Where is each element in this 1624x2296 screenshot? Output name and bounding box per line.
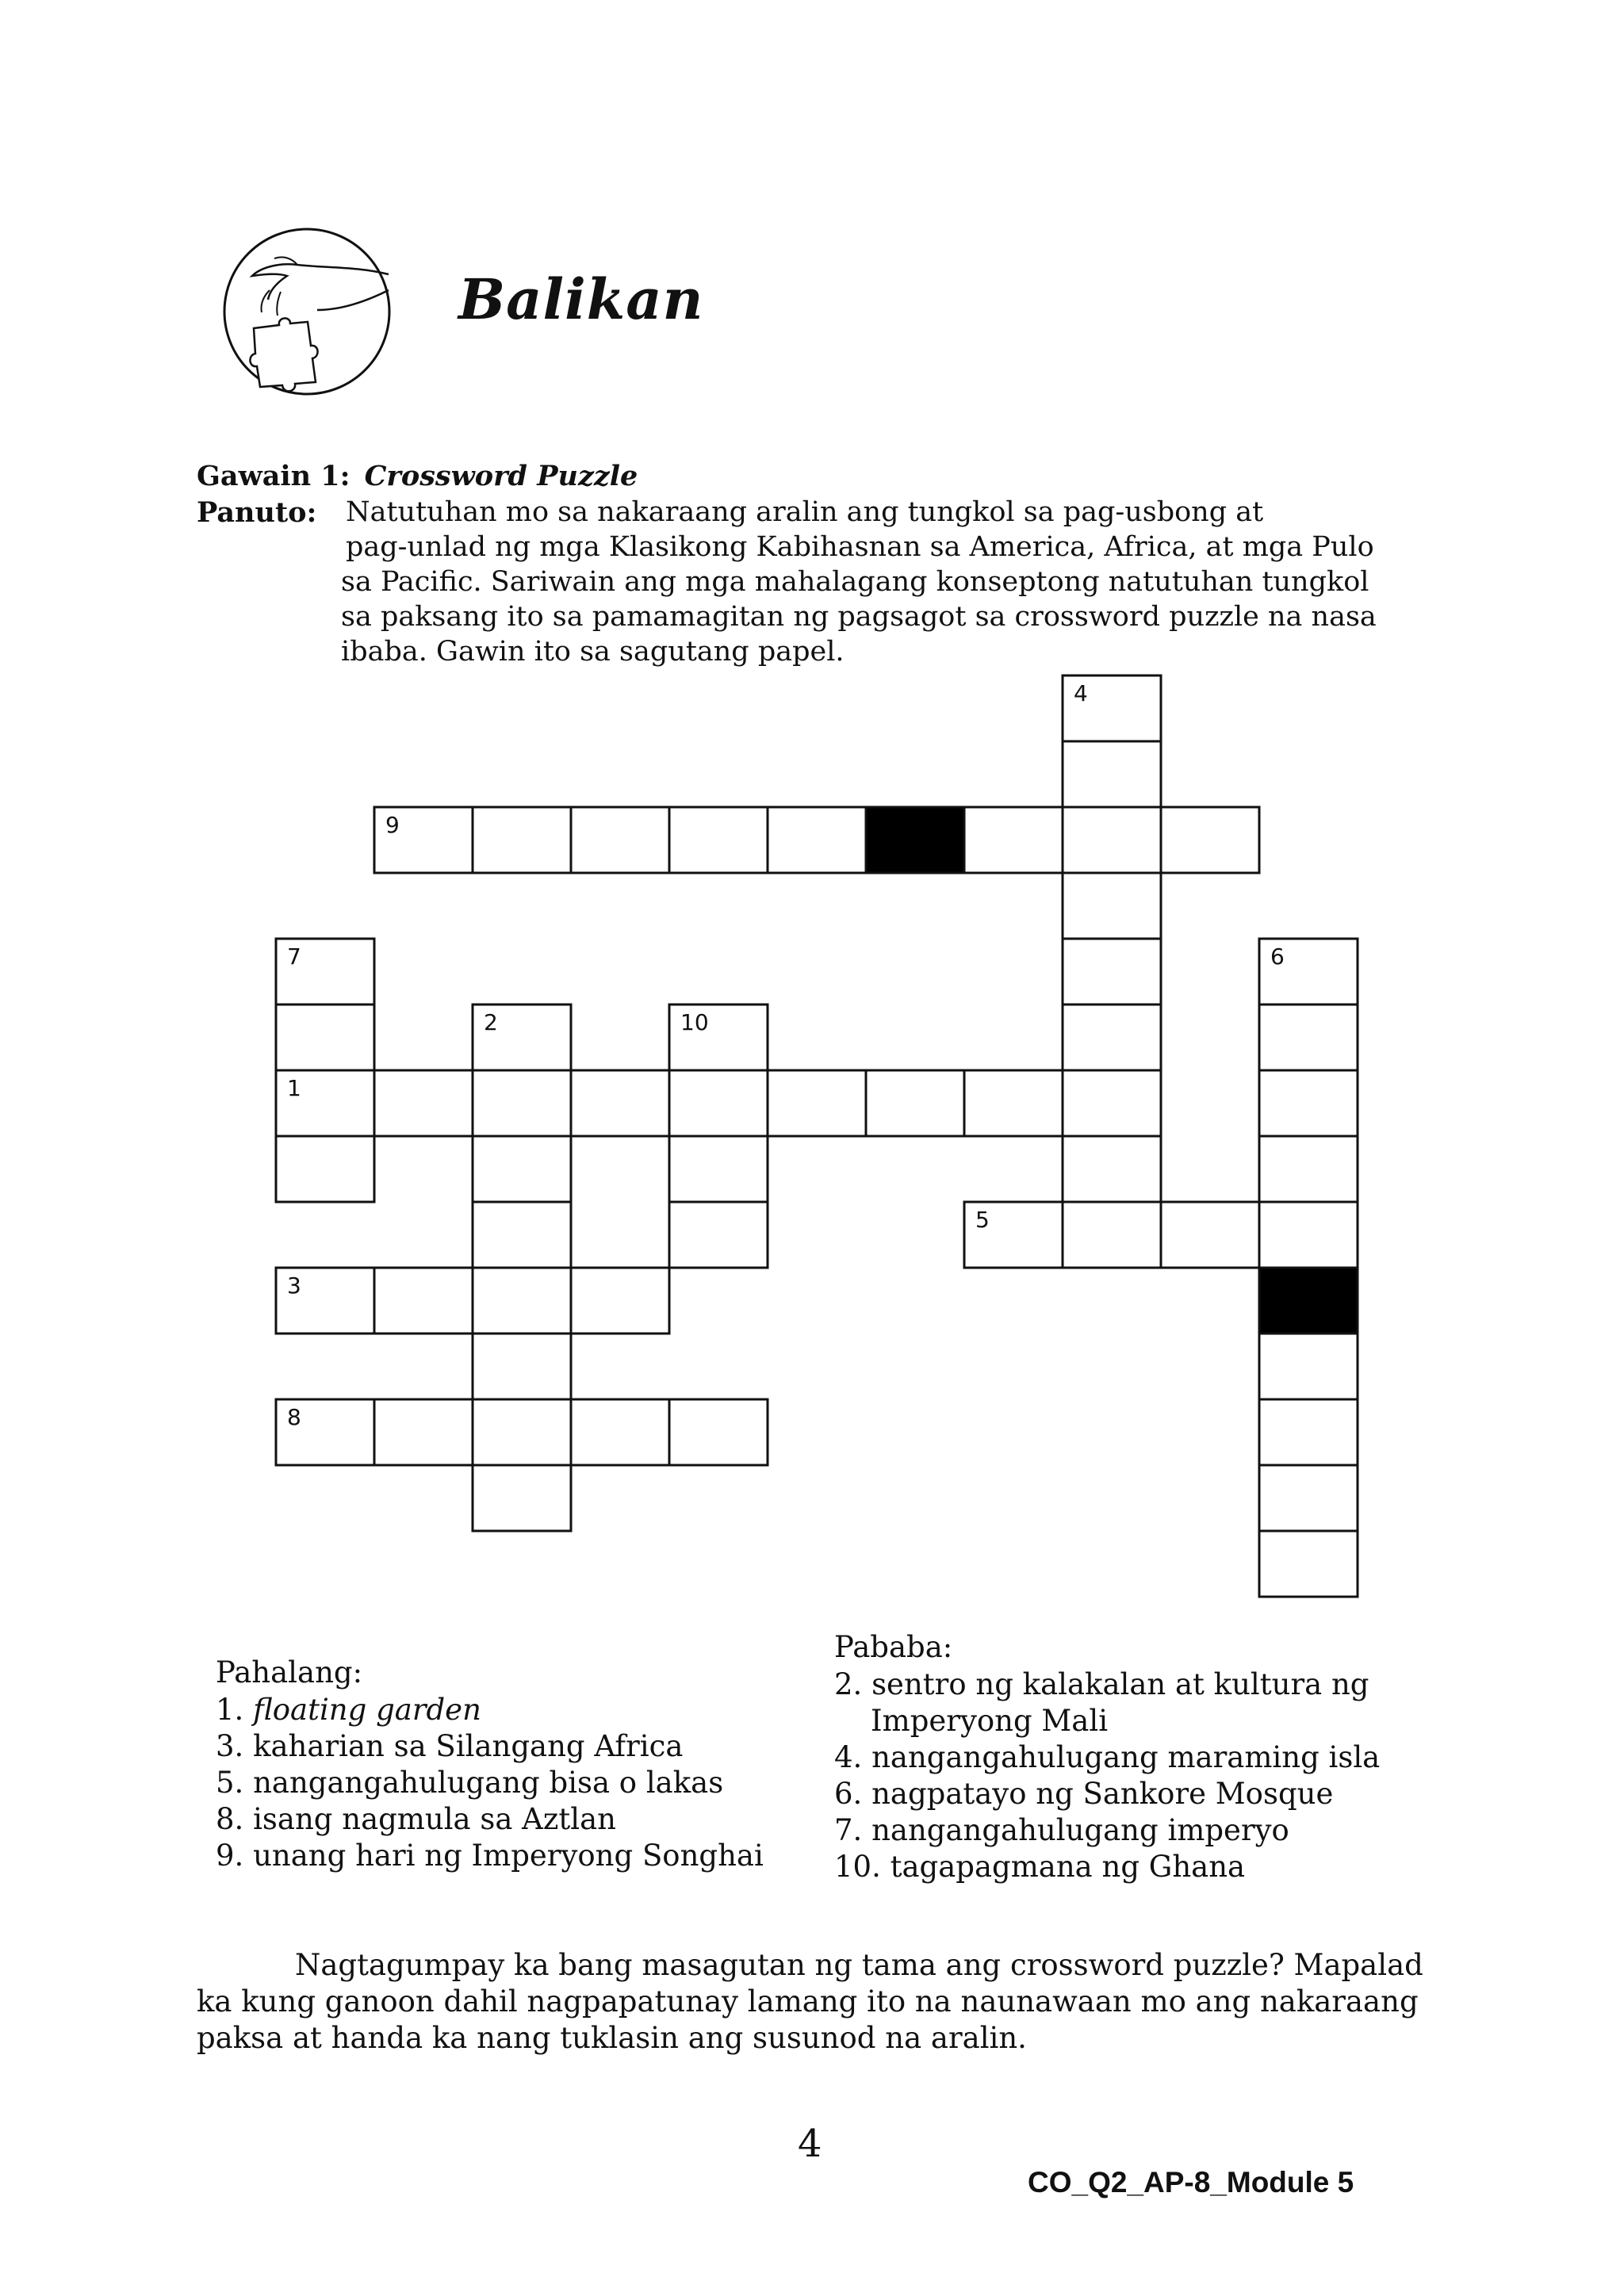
crossword-cell[interactable]	[374, 1399, 473, 1465]
crossword-cell[interactable]	[768, 807, 866, 873]
crossword-clue-number: 8	[287, 1404, 301, 1430]
crossword-block-cell	[866, 807, 964, 873]
crossword-cell[interactable]	[1063, 807, 1161, 873]
crossword-cell[interactable]	[964, 807, 1063, 873]
instructions-label: Panuto:	[197, 496, 317, 529]
clue-number: 3.	[216, 1729, 244, 1763]
crossword-cell[interactable]	[374, 1070, 473, 1136]
crossword-clue-number: 3	[287, 1272, 301, 1299]
instructions-line: Natutuhan mo sa nakaraang aralin ang tungkol sa pag-usbong at	[346, 496, 1264, 528]
crossword-clue-number: 5	[975, 1207, 990, 1233]
crossword-cell[interactable]	[1259, 1531, 1358, 1597]
crossword-cell[interactable]	[1259, 1136, 1358, 1202]
crossword-cell[interactable]	[276, 1268, 374, 1334]
module-code: CO_Q2_AP-8_Module 5	[1028, 2166, 1354, 2198]
across-clue	[216, 1801, 616, 1838]
instructions-line: ibaba. Gawin ito sa sagutang papel.	[341, 636, 845, 668]
crossword-cell[interactable]	[1063, 1070, 1161, 1136]
crossword-clue-number: 1	[287, 1075, 301, 1101]
clue-number: 9.	[216, 1839, 244, 1873]
closing-paragraph-line: paksa at handa ka nang tuklasin ang susunod na aralin.	[197, 2021, 1027, 2055]
crossword-cell[interactable]	[1259, 1334, 1358, 1399]
crossword-cell[interactable]	[1063, 1202, 1161, 1268]
section-title: Balikan	[458, 266, 704, 332]
crossword-cell[interactable]	[276, 1136, 374, 1202]
across-clue	[216, 1692, 481, 1728]
crossword-cell[interactable]	[1063, 873, 1161, 939]
crossword-cell[interactable]	[1063, 1136, 1161, 1202]
crossword-cell[interactable]	[669, 1202, 768, 1268]
crossword-cell[interactable]	[1161, 1202, 1259, 1268]
activity-label: Gawain 1:	[197, 460, 350, 492]
crossword-cell[interactable]	[473, 1004, 571, 1070]
crossword-cell[interactable]	[374, 807, 473, 873]
down-clues-heading: Pababa:	[834, 1630, 953, 1664]
crossword-clue-number: 6	[1270, 943, 1285, 970]
crossword-cell[interactable]	[374, 1268, 473, 1334]
across-clue	[216, 1765, 723, 1801]
crossword-cell[interactable]	[473, 1465, 571, 1531]
crossword-cell[interactable]	[473, 1202, 571, 1268]
crossword-cell[interactable]	[1259, 1202, 1358, 1268]
crossword-cell[interactable]	[1259, 1399, 1358, 1465]
crossword-cell[interactable]	[276, 939, 374, 1004]
crossword-cell[interactable]	[669, 1070, 768, 1136]
crossword-cell[interactable]	[768, 1070, 866, 1136]
clue-number: 8.	[216, 1802, 244, 1836]
crossword-cell[interactable]	[1259, 1465, 1358, 1531]
crossword-cell[interactable]	[1063, 675, 1161, 741]
crossword-clue-number: 9	[385, 812, 400, 838]
crossword-cell[interactable]	[669, 1399, 768, 1465]
clue-text: isang nagmula sa Aztlan	[253, 1802, 616, 1836]
crossword-clue-number: 2	[484, 1009, 498, 1035]
closing-paragraph-line: ka kung ganoon dahil nagpapatunay lamang ito na naunawaan mo ang nakaraang	[197, 1984, 1419, 2019]
crossword-cell[interactable]	[473, 1268, 571, 1334]
crossword-cell[interactable]	[1063, 741, 1161, 807]
activity-title: Crossword Puzzle	[364, 460, 638, 492]
crossword-block-cell	[1259, 1268, 1358, 1334]
crossword-cell[interactable]	[473, 1334, 571, 1399]
crossword-cell[interactable]	[276, 1399, 374, 1465]
instructions-line: sa Pacific. Sariwain ang mga mahalagang konseptong natutuhan tungkol	[341, 566, 1369, 598]
instructions-line: sa paksang ito sa pamamagitan ng pagsagot sa crossword puzzle na nasa	[341, 601, 1377, 633]
clue-number: 1.	[216, 1693, 244, 1727]
crossword-cell[interactable]	[571, 1399, 669, 1465]
crossword-cell[interactable]	[1259, 1004, 1358, 1070]
crossword-clue-number: 10	[680, 1009, 709, 1035]
crossword-cell[interactable]	[571, 1268, 669, 1334]
down-clue: 6. nagpatayo ng Sankore Mosque	[834, 1777, 1334, 1811]
clue-text: nangangahulugang bisa o lakas	[253, 1766, 724, 1800]
crossword-cell[interactable]	[276, 1004, 374, 1070]
page-number: 4	[798, 2122, 822, 2166]
down-clue: 7. nangangahulugang imperyo	[834, 1813, 1289, 1847]
down-clue: 2. sentro ng kalakalan at kultura ng	[834, 1667, 1369, 1701]
crossword-cell[interactable]	[669, 1136, 768, 1202]
crossword-cell[interactable]	[571, 807, 669, 873]
crossword-cell[interactable]	[1259, 1070, 1358, 1136]
crossword-clue-number: 4	[1074, 680, 1088, 706]
across-clue	[216, 1728, 683, 1765]
crossword-cell[interactable]	[1259, 939, 1358, 1004]
crossword-cell[interactable]	[964, 1202, 1063, 1268]
puzzle-hand-icon	[222, 227, 392, 396]
down-clue-continuation: Imperyong Mali	[871, 1704, 1109, 1738]
across-clues-heading: Pahalang:	[216, 1655, 363, 1689]
crossword-cell[interactable]	[473, 1070, 571, 1136]
crossword-cell[interactable]	[473, 1399, 571, 1465]
clue-text: unang hari ng Imperyong Songhai	[253, 1839, 764, 1873]
clue-number: 5.	[216, 1766, 244, 1800]
crossword-cell[interactable]	[1063, 1004, 1161, 1070]
crossword-cell[interactable]	[473, 807, 571, 873]
clue-text: floating garden	[253, 1693, 481, 1727]
down-clue: 4. nangangahulugang maraming isla	[834, 1740, 1381, 1774]
crossword-cell[interactable]	[866, 1070, 964, 1136]
closing-paragraph-line: Nagtagumpay ka bang masagutan ng tama ang crossword puzzle? Mapalad	[295, 1948, 1423, 1982]
crossword-cell[interactable]	[473, 1136, 571, 1202]
instructions-line: pag-unlad ng mga Klasikong Kabihasnan sa America, Africa, at mga Pulo	[346, 531, 1374, 563]
across-clue	[216, 1838, 764, 1874]
crossword-clue-number: 7	[287, 943, 301, 970]
crossword-cell[interactable]	[669, 1004, 768, 1070]
crossword-cell[interactable]	[276, 1070, 374, 1136]
crossword-cell[interactable]	[1161, 807, 1259, 873]
crossword-cell[interactable]	[1063, 939, 1161, 1004]
down-clue: 10. tagapagmana ng Ghana	[834, 1850, 1246, 1884]
crossword-cell[interactable]	[571, 1070, 669, 1136]
crossword-cell[interactable]	[669, 807, 768, 873]
crossword-cell[interactable]	[964, 1070, 1063, 1136]
activity-heading	[197, 460, 638, 492]
clue-text: kaharian sa Silangang Africa	[253, 1729, 684, 1763]
